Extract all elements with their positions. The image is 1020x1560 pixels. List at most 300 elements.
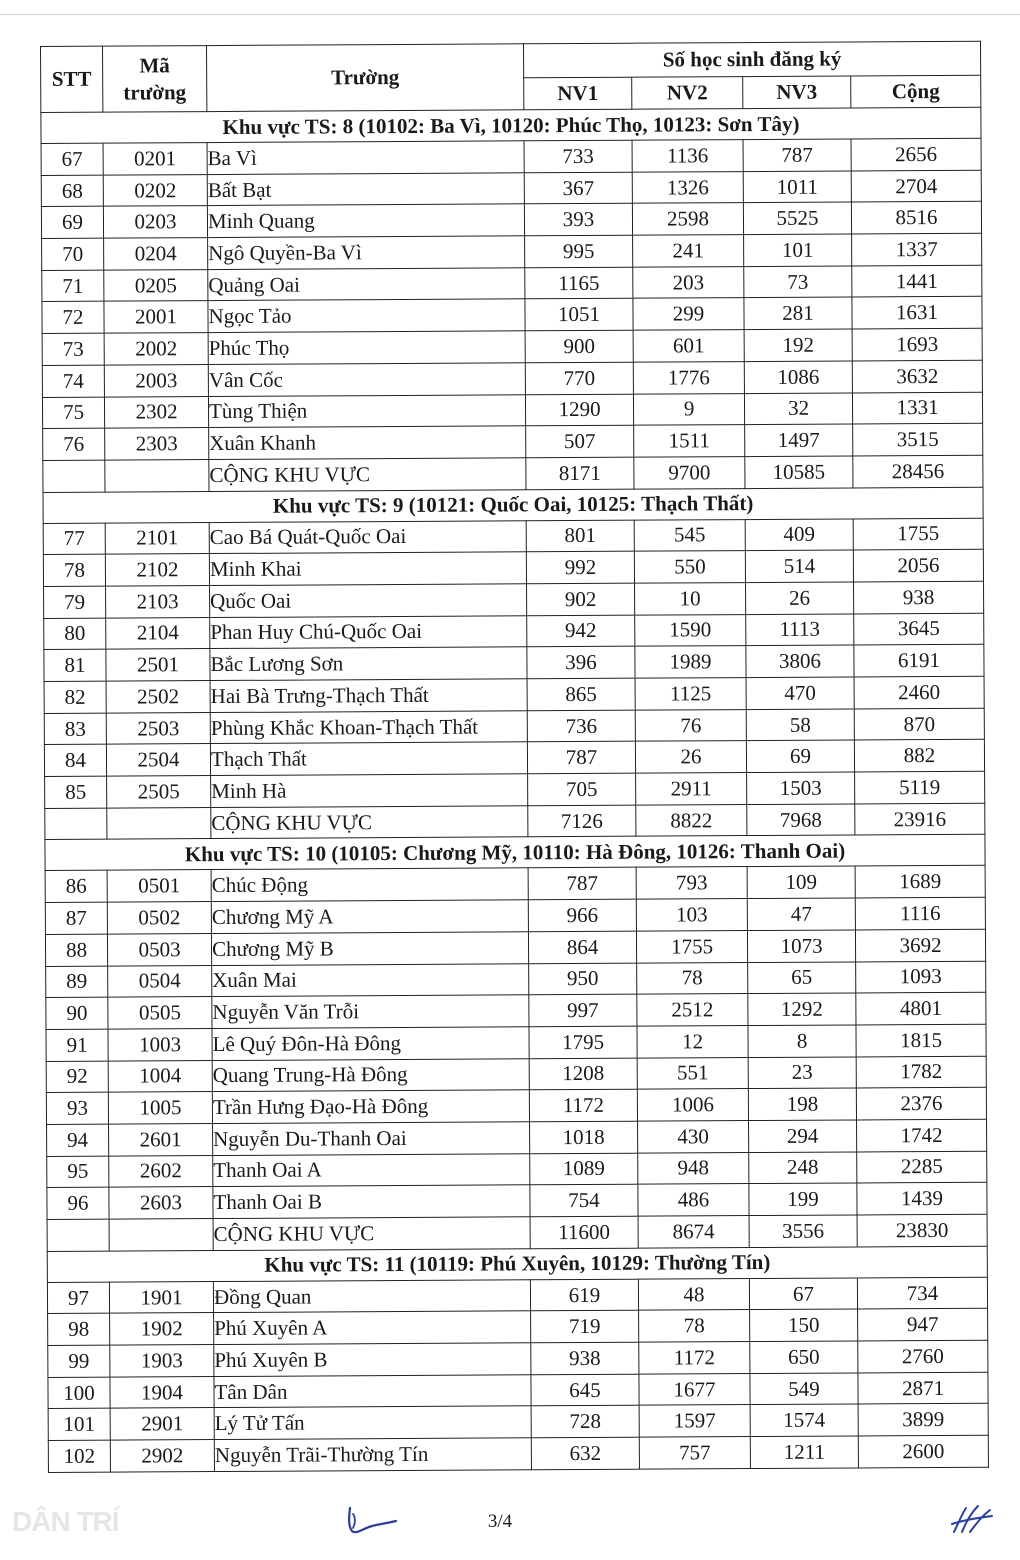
cell-cong: 2704	[851, 170, 981, 202]
cell-cong: 1337	[852, 233, 982, 265]
cell-ma-truong: 1902	[110, 1313, 214, 1345]
cell-nv1: 728	[531, 1406, 639, 1438]
cell-nv3: 1503	[747, 772, 855, 804]
cell-nv1: 736	[527, 710, 635, 742]
total-nv3: 7968	[747, 804, 855, 836]
table-row	[48, 1309, 988, 1346]
header-cong: Cộng	[851, 75, 981, 108]
cell-nv3: 787	[743, 139, 851, 171]
header-ma-truong: Mã trường	[103, 46, 207, 113]
cell-ma-truong: 2002	[104, 333, 208, 365]
cell-stt: 81	[44, 649, 106, 681]
cell-nv3: 65	[748, 961, 856, 993]
cell-nv2: 430	[638, 1120, 749, 1152]
cell-stt: 73	[42, 333, 104, 365]
cell-cong: 870	[854, 708, 984, 740]
cell-nv2: 12	[637, 1025, 748, 1057]
signature-right	[948, 1502, 996, 1540]
cell-cong: 3645	[854, 613, 984, 645]
cell-truong: Chương Mỹ A	[211, 900, 528, 933]
table-row	[42, 392, 982, 429]
cell-nv3: 1211	[750, 1436, 858, 1468]
region-total-row	[45, 803, 985, 840]
cell-ma-truong: 2502	[106, 681, 210, 713]
cell-ma-truong: 0505	[108, 997, 212, 1029]
cell-stt: 75	[42, 397, 104, 429]
cell-stt: 86	[45, 871, 107, 903]
cell-nv1: 1208	[529, 1058, 637, 1090]
table-row	[48, 1372, 988, 1409]
cell-nv2: 203	[633, 266, 744, 298]
cell-ma-truong: 2103	[106, 585, 210, 617]
cell-ma-truong: 0501	[107, 870, 211, 902]
cell-truong: Bất Bạt	[207, 172, 524, 205]
table-row	[48, 1435, 988, 1472]
cell-ma-truong: 2603	[109, 1187, 213, 1219]
cell-nv3: 192	[744, 329, 852, 361]
cell-nv3: 58	[746, 709, 854, 741]
cell-stt: 84	[44, 745, 106, 777]
cell-nv3: 198	[748, 1088, 856, 1120]
cell-truong: Bắc Lương Sơn	[210, 647, 527, 680]
cell-blank	[105, 459, 209, 491]
total-cong: 23916	[855, 803, 985, 835]
cell-nv2: 76	[635, 709, 746, 741]
cell-truong: Chúc Động	[211, 868, 528, 901]
cell-stt: 94	[47, 1124, 109, 1156]
cell-nv3: 1011	[743, 171, 851, 203]
cell-nv1: 770	[525, 362, 633, 394]
table-body	[41, 107, 989, 1472]
cell-stt: 67	[41, 143, 103, 175]
table-row	[41, 170, 981, 207]
cell-truong: Phùng Khắc Khoan-Thạch Thất	[210, 710, 527, 743]
cell-stt: 87	[45, 902, 107, 934]
cell-cong: 1693	[852, 328, 982, 360]
cell-nv1: 367	[524, 172, 632, 204]
cell-stt: 71	[42, 270, 104, 302]
table-row	[46, 1087, 986, 1124]
cell-nv3: 26	[746, 582, 854, 614]
table-row	[46, 961, 986, 998]
cell-nv3: 73	[744, 266, 852, 298]
header-truong: Trường	[207, 44, 524, 112]
total-label: CỘNG KHU VỰC	[211, 806, 528, 839]
table-row	[45, 866, 985, 903]
cell-nv3: 514	[745, 550, 853, 582]
table-row	[44, 581, 984, 618]
cell-truong: Nguyễn Văn Trỗi	[212, 995, 529, 1028]
cell-stt: 80	[44, 618, 106, 650]
region-title: Khu vực TS: 9 (10121: Quốc Oai, 10125: Thạch Thất)	[43, 487, 983, 523]
cell-cong: 1631	[852, 297, 982, 329]
cell-cong: 882	[854, 740, 984, 772]
table-row	[48, 1404, 988, 1441]
table-row	[44, 740, 984, 777]
page-number: 3/4	[487, 1511, 513, 1532]
table-row	[47, 1151, 987, 1188]
cell-nv1: 619	[530, 1279, 638, 1311]
cell-stt: 90	[46, 997, 108, 1029]
cell-cong: 2376	[856, 1087, 986, 1119]
region-title: Khu vực TS: 10 (10105: Chương Mỹ, 10110: Hà Đông, 10126: Thanh Oai)	[45, 835, 985, 871]
cell-ma-truong: 0205	[104, 269, 208, 301]
cell-nv1: 997	[529, 994, 637, 1026]
cell-ma-truong: 2601	[109, 1123, 213, 1155]
total-nv1: 7126	[528, 805, 636, 837]
cell-nv3: 199	[749, 1183, 857, 1215]
cell-nv3: 101	[744, 234, 852, 266]
cell-truong: Trần Hưng Đạo-Hà Đông	[212, 1090, 529, 1123]
cell-nv1: 632	[531, 1437, 639, 1469]
cell-cong: 734	[857, 1277, 987, 1309]
cell-ma-truong: 1901	[109, 1281, 213, 1313]
cell-nv3: 5525	[743, 202, 851, 234]
cell-truong: Phú Xuyên B	[214, 1343, 531, 1376]
table-row	[47, 1277, 987, 1314]
cell-nv3: 67	[749, 1278, 857, 1310]
registration-table	[40, 41, 989, 1473]
cell-nv3: 1113	[746, 614, 854, 646]
cell-nv2: 1776	[633, 361, 744, 393]
cell-truong: Quang Trung-Hà Đông	[212, 1058, 529, 1091]
cell-ma-truong: 2001	[104, 301, 208, 333]
cell-cong: 947	[858, 1309, 988, 1341]
cell-nv3: 248	[749, 1152, 857, 1184]
cell-blank	[47, 1219, 109, 1251]
table-row	[46, 992, 986, 1029]
cell-stt: 85	[45, 776, 107, 808]
cell-nv2: 78	[637, 962, 748, 994]
cell-nv1: 1290	[525, 394, 633, 426]
cell-cong: 2656	[851, 138, 981, 170]
cell-stt: 99	[48, 1345, 110, 1377]
cell-cong: 8516	[851, 202, 981, 234]
cell-nv1: 396	[527, 646, 635, 678]
table-row	[41, 202, 981, 239]
table-row	[46, 1056, 986, 1093]
cell-truong: Nguyễn Trãi-Thường Tín	[214, 1438, 531, 1471]
cell-nv1: 1089	[530, 1153, 638, 1185]
cell-stt: 79	[44, 586, 106, 618]
cell-ma-truong: 1005	[108, 1092, 212, 1124]
total-cong: 23830	[857, 1214, 987, 1246]
region-total-row	[47, 1214, 987, 1251]
cell-cong: 2871	[858, 1372, 988, 1404]
cell-nv2: 1136	[632, 140, 743, 172]
cell-truong: Xuân Khanh	[209, 426, 526, 459]
cell-nv3: 1292	[748, 993, 856, 1025]
cell-nv1: 938	[531, 1342, 639, 1374]
cell-nv3: 409	[745, 519, 853, 551]
cell-truong: Minh Quang	[207, 204, 524, 237]
cell-ma-truong: 2302	[104, 396, 208, 428]
cell-nv2: 2512	[637, 994, 748, 1026]
cell-nv1: 719	[531, 1311, 639, 1343]
cell-nv2: 1006	[637, 1089, 748, 1121]
cell-nv1: 1172	[529, 1089, 637, 1121]
cell-truong: Vân Cốc	[208, 363, 525, 396]
cell-ma-truong: 0201	[103, 143, 207, 175]
cell-stt: 89	[46, 966, 108, 998]
cell-stt: 78	[43, 554, 105, 586]
cell-nv1: 705	[528, 773, 636, 805]
cell-nv3: 281	[744, 297, 852, 329]
cell-truong: Ba Vì	[207, 141, 524, 174]
cell-ma-truong: 0502	[107, 902, 211, 934]
cell-ma-truong: 2504	[106, 744, 210, 776]
total-nv1: 8171	[526, 457, 634, 489]
cell-nv1: 942	[527, 615, 635, 647]
cell-nv1: 733	[524, 140, 632, 172]
cell-nv1: 1165	[525, 267, 633, 299]
cell-nv3: 23	[748, 1057, 856, 1089]
cell-truong: Tân Dân	[214, 1375, 531, 1408]
total-nv1: 11600	[530, 1216, 638, 1248]
cell-nv3: 150	[750, 1309, 858, 1341]
cell-nv2: 486	[638, 1184, 749, 1216]
region-title: Khu vực TS: 11 (10119: Phú Xuyên, 10129: Thường Tín)	[47, 1246, 987, 1282]
cell-nv2: 601	[633, 330, 744, 362]
table-row	[45, 771, 985, 808]
cell-ma-truong: 0204	[104, 238, 208, 270]
cell-nv2: 241	[633, 235, 744, 267]
cell-nv2: 550	[634, 551, 745, 583]
cell-truong: Chương Mỹ B	[211, 932, 528, 965]
total-cong: 28456	[853, 455, 983, 487]
table-row	[45, 897, 985, 934]
cell-stt: 100	[48, 1377, 110, 1409]
table-row	[42, 328, 982, 365]
cell-truong: Cao Bá Quát-Quốc Oai	[209, 520, 526, 553]
cell-nv2: 1590	[635, 614, 746, 646]
cell-cong: 938	[854, 581, 984, 613]
cell-nv3: 1497	[745, 424, 853, 456]
cell-ma-truong: 2602	[109, 1155, 213, 1187]
table-row	[43, 423, 983, 460]
cell-ma-truong: 1903	[110, 1345, 214, 1377]
cell-stt: 92	[46, 1061, 108, 1093]
cell-nv2: 1989	[635, 646, 746, 678]
cell-cong: 3632	[852, 360, 982, 392]
cell-nv2: 10	[635, 583, 746, 615]
cell-blank	[109, 1219, 213, 1251]
cell-stt: 82	[44, 681, 106, 713]
cell-nv1: 966	[528, 899, 636, 931]
table-row	[43, 549, 983, 586]
table-row	[46, 1024, 986, 1061]
cell-nv1: 801	[526, 520, 634, 552]
cell-nv2: 1597	[639, 1405, 750, 1437]
cell-nv2: 103	[636, 899, 747, 931]
region-total-row	[43, 455, 983, 492]
cell-nv2: 26	[635, 741, 746, 773]
cell-cong: 1331	[852, 392, 982, 424]
cell-nv1: 787	[527, 742, 635, 774]
cell-cong: 5119	[855, 771, 985, 803]
cell-nv3: 109	[747, 866, 855, 898]
cell-nv3: 294	[749, 1120, 857, 1152]
table-row	[41, 138, 981, 175]
table-row	[42, 360, 982, 397]
cell-nv3: 1574	[750, 1404, 858, 1436]
cell-nv2: 1677	[639, 1373, 750, 1405]
cell-nv3: 1073	[747, 930, 855, 962]
cell-truong: Thanh Oai B	[213, 1185, 530, 1218]
cell-stt: 76	[43, 428, 105, 460]
cell-nv1: 900	[525, 330, 633, 362]
cell-cong: 2600	[858, 1435, 988, 1467]
cell-stt: 91	[46, 1029, 108, 1061]
total-nv2: 8822	[636, 804, 747, 836]
cell-cong: 2285	[857, 1151, 987, 1183]
table-row	[47, 1183, 987, 1220]
cell-stt: 102	[48, 1440, 110, 1472]
cell-stt: 96	[47, 1187, 109, 1219]
cell-cong: 2460	[854, 676, 984, 708]
cell-cong: 3899	[858, 1404, 988, 1436]
header-nv3: NV3	[743, 76, 851, 109]
cell-stt: 97	[47, 1282, 109, 1314]
cell-ma-truong: 2902	[110, 1440, 214, 1472]
cell-nv2: 757	[639, 1437, 750, 1469]
cell-nv1: 1795	[529, 1026, 637, 1058]
table-row	[42, 297, 982, 334]
cell-cong: 1689	[855, 866, 985, 898]
cell-ma-truong: 2303	[105, 428, 209, 460]
cell-ma-truong: 1904	[110, 1376, 214, 1408]
cell-nv3: 32	[744, 392, 852, 424]
cell-cong: 1116	[855, 897, 985, 929]
header-nv1: NV1	[524, 77, 632, 110]
cell-truong: Phú Xuyên A	[214, 1311, 531, 1344]
cell-truong: Ngọc Tảo	[208, 299, 525, 332]
cell-truong: Minh Hà	[211, 774, 528, 807]
cell-truong: Hai Bà Trưng-Thạch Thất	[210, 679, 527, 712]
cell-truong: Thanh Oai A	[213, 1153, 530, 1186]
cell-nv3: 47	[747, 898, 855, 930]
watermark-logo: DÂN TRÍ	[12, 1506, 119, 1537]
cell-nv2: 9	[633, 393, 744, 425]
cell-nv2: 1172	[639, 1342, 750, 1374]
cell-truong: Lê Quý Đôn-Hà Đông	[212, 1027, 529, 1060]
cell-nv2: 299	[633, 298, 744, 330]
cell-nv1: 992	[526, 551, 634, 583]
cell-nv2: 1326	[632, 171, 743, 203]
table-row	[47, 1119, 987, 1156]
cell-nv3: 650	[750, 1341, 858, 1373]
cell-truong: Tùng Thiện	[208, 394, 525, 427]
cell-nv3: 470	[746, 677, 854, 709]
cell-nv1: 754	[530, 1184, 638, 1216]
cell-ma-truong: 0202	[103, 174, 207, 206]
cell-nv2: 545	[634, 519, 745, 551]
cell-nv2: 1511	[634, 425, 745, 457]
cell-nv1: 864	[528, 931, 636, 963]
cell-truong: Minh Khai	[209, 552, 526, 585]
cell-stt: 77	[43, 523, 105, 555]
cell-cong: 2056	[853, 549, 983, 581]
cell-ma-truong: 2102	[105, 554, 209, 586]
header-so-hoc-sinh: Số học sinh đăng ký	[523, 41, 980, 78]
cell-blank	[107, 807, 211, 839]
cell-stt: 95	[47, 1156, 109, 1188]
table-row	[44, 676, 984, 713]
cell-cong: 1441	[852, 265, 982, 297]
cell-truong: Thạch Thất	[210, 742, 527, 775]
cell-truong: Lý Tử Tấn	[214, 1406, 531, 1439]
cell-ma-truong: 2501	[106, 649, 210, 681]
cell-ma-truong: 2101	[105, 522, 209, 554]
cell-ma-truong: 1004	[108, 1060, 212, 1092]
cell-stt: 98	[48, 1314, 110, 1346]
cell-nv1: 1051	[525, 299, 633, 331]
total-nv3: 10585	[745, 456, 853, 488]
total-label: CỘNG KHU VỰC	[209, 458, 526, 491]
cell-nv3: 549	[750, 1373, 858, 1405]
cell-nv1: 645	[531, 1374, 639, 1406]
cell-nv2: 1755	[636, 930, 747, 962]
cell-nv1: 902	[527, 583, 635, 615]
header-nv2: NV2	[632, 77, 743, 110]
cell-stt: 69	[41, 207, 103, 239]
cell-stt: 72	[42, 302, 104, 334]
cell-truong: Xuân Mai	[212, 963, 529, 996]
table-row	[44, 708, 984, 745]
cell-cong: 1439	[857, 1183, 987, 1215]
cell-nv1: 1018	[530, 1121, 638, 1153]
cell-nv2: 948	[638, 1152, 749, 1184]
cell-stt: 70	[42, 238, 104, 270]
cell-cong: 2760	[858, 1340, 988, 1372]
cell-nv2: 551	[637, 1057, 748, 1089]
cell-truong: Phúc Thọ	[208, 331, 525, 364]
cell-cong: 3515	[853, 423, 983, 455]
table-row	[48, 1340, 988, 1377]
cell-cong: 1755	[853, 518, 983, 550]
cell-nv2: 48	[638, 1278, 749, 1310]
cell-nv2: 1125	[635, 678, 746, 710]
cell-stt: 83	[44, 713, 106, 745]
cell-nv2: 2598	[632, 203, 743, 235]
cell-truong: Phan Huy Chú-Quốc Oai	[210, 615, 527, 648]
cell-nv3: 1086	[744, 361, 852, 393]
cell-cong: 1093	[856, 961, 986, 993]
cell-stt: 93	[46, 1092, 108, 1124]
cell-cong: 1815	[856, 1024, 986, 1056]
cell-ma-truong: 0504	[108, 965, 212, 997]
table-row	[42, 265, 982, 302]
region-title: Khu vực TS: 8 (10102: Ba Vì, 10120: Phúc Thọ, 10123: Sơn Tây)	[41, 107, 981, 143]
cell-stt: 74	[42, 365, 104, 397]
cell-cong: 1742	[857, 1119, 987, 1151]
cell-truong: Quảng Oai	[208, 268, 525, 301]
cell-blank	[43, 460, 105, 492]
cell-cong: 1782	[856, 1056, 986, 1088]
table-header	[41, 41, 981, 112]
cell-ma-truong: 2104	[106, 617, 210, 649]
table-row	[44, 613, 984, 650]
cell-stt: 101	[48, 1409, 110, 1441]
total-nv3: 3556	[749, 1215, 857, 1247]
cell-ma-truong: 2901	[110, 1408, 214, 1440]
cell-nv1: 507	[526, 425, 634, 457]
cell-truong: Nguyễn Du-Thanh Oai	[213, 1122, 530, 1155]
cell-ma-truong: 0503	[107, 933, 211, 965]
top-rule	[0, 14, 1020, 15]
total-nv2: 9700	[634, 456, 745, 488]
cell-cong: 3692	[855, 929, 985, 961]
